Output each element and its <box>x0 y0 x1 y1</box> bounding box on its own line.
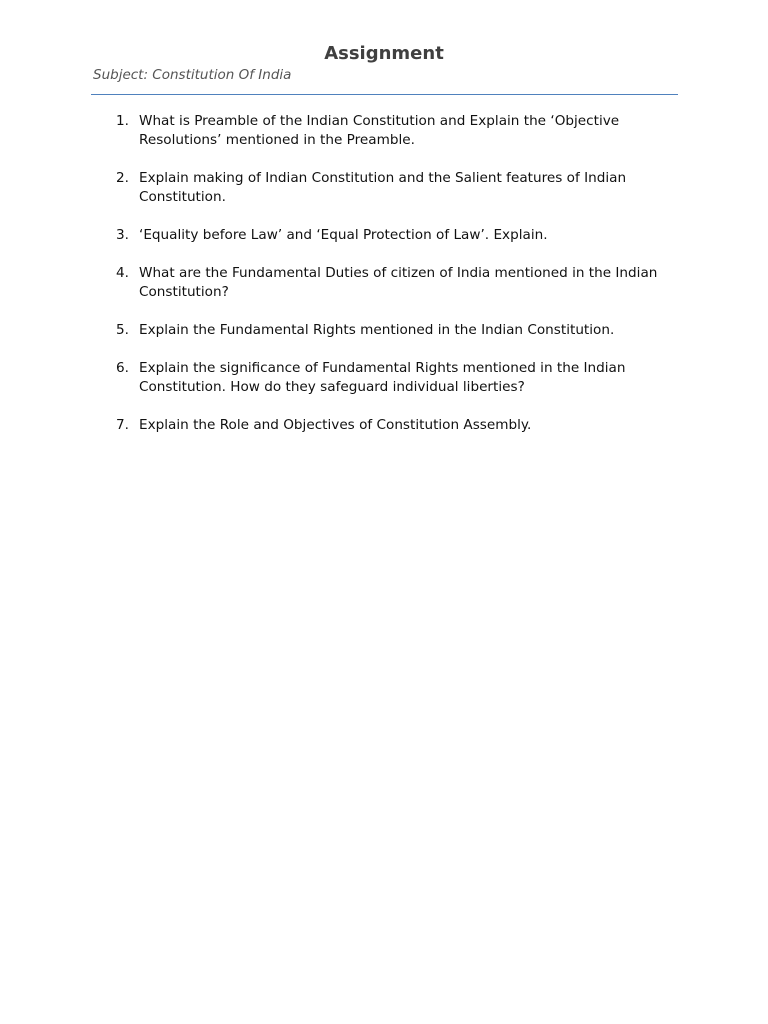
title-divider <box>91 94 678 95</box>
question-number: 6. <box>116 359 129 376</box>
question-item <box>0 169 659 208</box>
question-text: ‘Equality before Law’ and ‘Equal Protection of Law’. Explain. <box>139 227 548 244</box>
document-subject: Subject: Constitution Of India <box>93 67 292 83</box>
question-number: 5. <box>116 322 129 339</box>
document-title: Assignment <box>324 43 444 64</box>
question-text: Explain making of Indian Constitution and the Salient features of Indian Constitution. <box>139 170 627 206</box>
question-list <box>0 112 768 454</box>
question-text: Explain the Fundamental Rights mentioned in the Indian Constitution. <box>139 322 615 339</box>
question-text: Explain the Role and Objectives of Constitution Assembly. <box>139 416 532 433</box>
question-text: Explain the significance of Fundamental Rights mentioned in the Indian Constitution. How do they safeguard individual liberties? <box>139 359 626 396</box>
question-number: 7. <box>116 416 129 433</box>
question-item <box>0 226 659 245</box>
question-text: What is Preamble of the Indian Constitution and Explain the ‘Objective Resolutions’ mentioned in the Preamble. <box>139 113 620 149</box>
question-item <box>0 112 659 151</box>
question-number: 3. <box>116 227 129 244</box>
question-item <box>0 416 659 435</box>
question-number: 1. <box>116 113 129 129</box>
question-number: 4. <box>116 264 129 281</box>
question-item <box>0 359 659 398</box>
question-item <box>0 264 659 303</box>
question-text: What are the Fundamental Duties of citizen of India mentioned in the Indian Constitution? <box>139 264 658 301</box>
question-number: 2. <box>116 170 129 187</box>
question-item <box>0 321 659 340</box>
